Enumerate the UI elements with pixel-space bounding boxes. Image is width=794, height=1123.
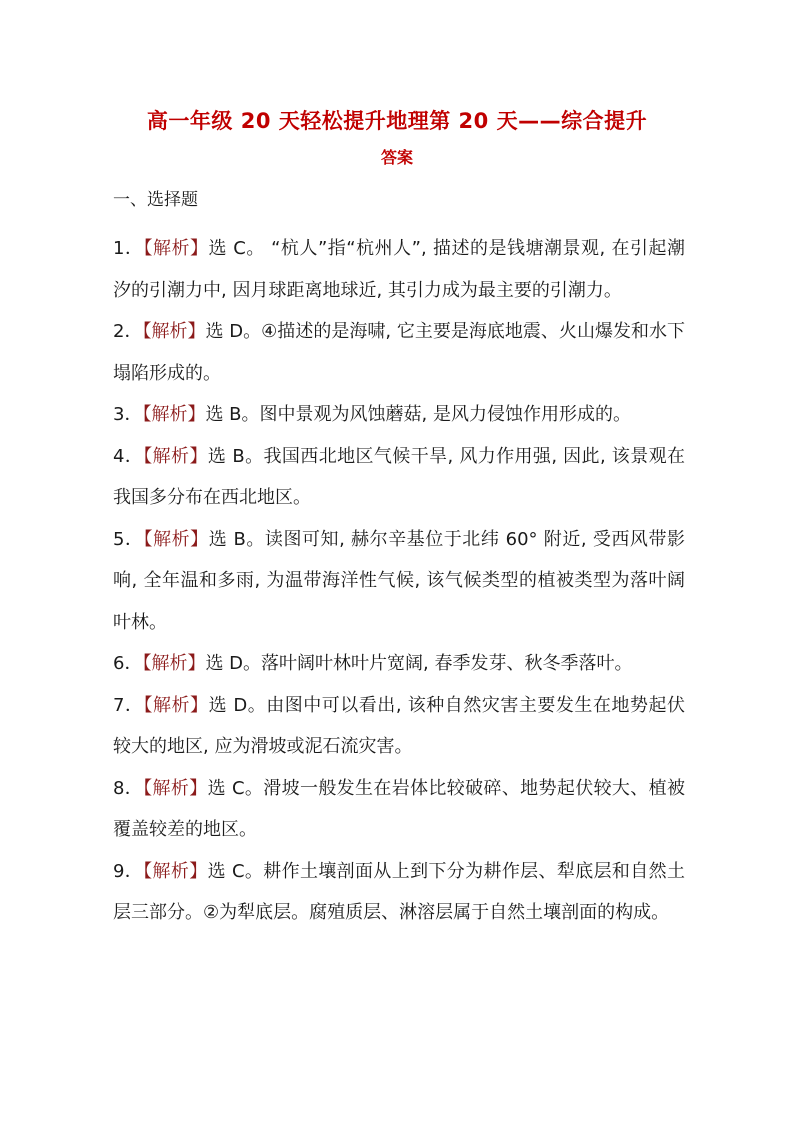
analysis-tag: 【解析】 xyxy=(142,404,206,425)
analysis-tag: 【解析】 xyxy=(143,777,208,799)
answer-item xyxy=(113,643,685,685)
answer-item xyxy=(113,768,685,851)
answer-text: 选 B。图中景观为风蚀蘑菇, 是风力侵蚀作用形成的。 xyxy=(205,404,631,425)
answer-number: 9． xyxy=(113,860,144,882)
answer-text: 选 D。落叶阔叶林叶片宽阔, 春季发芽、秋冬季落叶。 xyxy=(205,653,633,674)
answer-text: 选 C。 “杭人”指“杭州人”, 描述的是钱塘潮景观, 在引起潮汐的引潮力中, 因月球距离地球近, 其引力成为最主要的引潮力。 xyxy=(113,238,686,301)
answer-number: 5． xyxy=(113,528,144,550)
answer-text: 选 D。由图中可以看出, 该种自然灾害主要发生在地势起伏较大的地区, 应为滑坡或泥石流灾害。 xyxy=(113,694,686,757)
answer-number: 1． xyxy=(113,238,144,259)
answer-item xyxy=(113,851,685,934)
analysis-tag: 【解析】 xyxy=(143,694,209,716)
answer-number: 8． xyxy=(113,777,144,799)
answer-number: 2． xyxy=(113,321,143,342)
analysis-tag: 【解析】 xyxy=(142,653,206,674)
answer-number: 4． xyxy=(113,445,144,467)
section-heading: 一、选择题 xyxy=(113,190,198,210)
answer-text: 选 B。读图可知, 赫尔辛基位于北纬 60° 附近, 受西风带影响, 全年温和多雨, 为温带海洋性气候, 该气候类型的植被类型为落叶阔叶林。 xyxy=(113,528,685,633)
answer-text: 选 B。我国西北地区气候干旱, 风力作用强, 因此, 该景观在我国多分布在西北地区。 xyxy=(113,445,685,508)
answer-text: 选 D。④描述的是海啸, 它主要是海底地震、火山爆发和水下塌陷形成的。 xyxy=(113,321,685,384)
answer-item xyxy=(113,685,685,768)
answer-item xyxy=(113,228,685,311)
answer-item xyxy=(113,394,685,436)
analysis-tag: 【解析】 xyxy=(143,445,208,467)
answer-text: 选 C。滑坡一般发生在岩体比较破碎、地势起伏较大、植被覆盖较差的地区。 xyxy=(113,777,685,840)
answer-list xyxy=(113,228,685,934)
analysis-tag: 【解析】 xyxy=(142,321,206,342)
answer-number: 3． xyxy=(113,404,143,425)
document-title: 高一年级 20 天轻松提升地理第 20 天——综合提升 xyxy=(146,109,648,133)
answer-item xyxy=(113,311,685,394)
analysis-tag: 【解析】 xyxy=(143,238,209,259)
analysis-tag: 【解析】 xyxy=(143,528,209,550)
answer-heading: 答案 xyxy=(380,148,413,167)
analysis-tag: 【解析】 xyxy=(143,860,208,882)
answer-text: 选 C。耕作土壤剖面从上到下分为耕作层、犁底层和自然土层三部分。②为犁底层。腐殖质层、淋溶层属于自然土壤剖面的构成。 xyxy=(113,860,685,923)
answer-number: 7． xyxy=(113,694,144,716)
answer-item xyxy=(113,519,685,644)
answer-number: 6． xyxy=(113,653,143,674)
answer-item xyxy=(113,436,685,519)
